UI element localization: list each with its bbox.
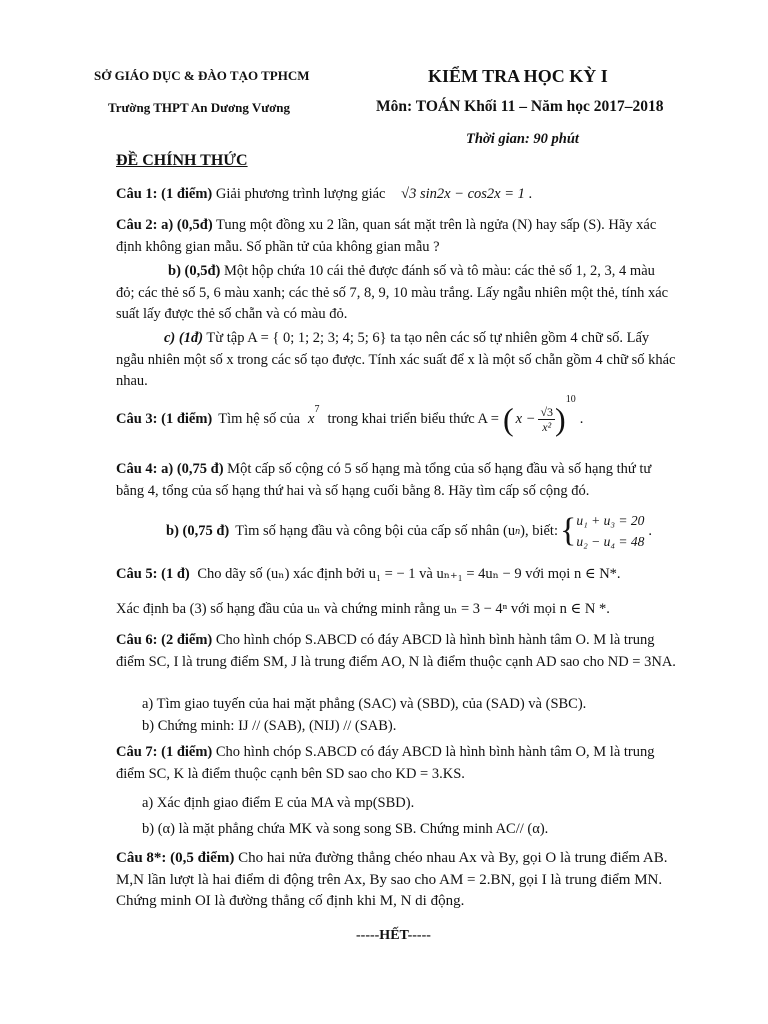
question-2a-text: Tung một đồng xu 2 lần, quan sát mặt trên là ngửa (N) hay sấp (S). Hãy xác định không gian mẫu. Số phần tử của không gian mẫu ? [116,217,657,255]
subscript-n: n [515,525,521,537]
question-1-end: . [528,186,533,202]
question-1-label: Câu 1: (1 điểm) [116,186,213,202]
equation-2: u₂ − u₄ = 48 [576,534,645,549]
department-name: SỞ GIÁO DỤC & ĐÀO TẠO TPHCM [94,68,310,83]
question-4b-text: Tìm số hạng đầu và công bội của cấp số nhân (u [235,522,516,539]
question-2c [116,328,676,393]
question-2c-label: c) (1đ) [164,330,204,346]
equation-system [576,510,644,552]
question-7-item-a: a) Xác định giao điểm E của MA và mp(SBD). [142,795,415,811]
question-4b-label: b) (0,75 đ) [166,522,230,539]
question-3 [116,394,584,437]
equation-1: u₁ + u₃ = 20 [576,513,645,528]
question-5-line1: Cho dãy số (uₙ) xác định bởi u₁ = − 1 và uₙ₊₁ = 4uₙ − 9 với mọi n ∈ N*. [197,566,621,582]
question-7-label: Câu 7: (1 điểm) [116,744,213,760]
question-5 [116,566,621,583]
question-7-list [142,790,548,842]
official-label: ĐỀ CHÍNH THỨC [116,152,248,169]
exam-time: Thời gian: 90 phút [466,131,579,147]
question-3-x-power: 7 [314,404,320,415]
question-4a-label: Câu 4: a) (0,75 đ) [116,461,224,477]
question-4b-text2: ) [520,522,525,539]
question-6-text: Cho hình chóp S.ABCD có đáy ABCD là hình bình hành tâm O. M là trung điểm SC, I là trung điểm SM, J là trung điểm AO, N là điểm thuộc cạnh AD sao cho ND = 3NA. [116,632,676,670]
question-3-expr-left: x − [515,410,536,427]
question-8-label: Câu 8*: (0,5 điểm) [116,850,235,866]
question-3-text-before: Tìm hệ số của [218,410,301,427]
system-brace: { [559,512,577,549]
question-6-item-b: b) Chứng minh: IJ // (SAB), (NIJ) // (SAB). [142,717,397,734]
question-7 [116,742,676,785]
question-4a [116,459,676,502]
question-1 [116,186,532,203]
question-5-line2: Xác định ba (3) số hạng đầu của uₙ và chứng minh rằng uₙ = 3 − 4ⁿ với mọi n ∈ N *. [116,601,610,617]
question-5-label: Câu 5: (1 đ) [116,566,190,582]
question-8 [116,848,676,913]
question-8-text: Cho hai nửa đường thẳng chéo nhau Ax và By, gọi O là trung điểm AB. M,N lần lượt là hai điểm di động trên Ax, By sao cho AM = 2.BN, gọi I là trung điểm MN. Chứng minh OI là đường thẳng cố định khi M, N di động. [116,850,668,909]
question-1-formula: √3 sin2x − cos2x = 1 [401,186,525,202]
end-marker: -----HẾT----- [356,928,431,943]
question-2a-label: Câu 2: a) (0,5đ) [116,217,213,233]
question-7-text: Cho hình chóp S.ABCD có đáy ABCD là hình bình hành tâm O, M là trung điểm SC, K là điểm thuộc cạnh bên SD sao cho KD = 3.KS. [116,744,655,782]
question-3-text-after: trong khai triển biểu thức A = [327,410,499,427]
question-6-item-a: a) Tìm giao tuyến của hai mặt phẳng (SAC) và (SBD), của (SAD) và (SBC). [142,696,587,712]
fraction-denominator: x² [542,419,552,434]
question-6-list [142,694,586,737]
question-2b-label: b) (0,5đ) [168,263,221,279]
question-4b-end: . [648,522,653,539]
exam-title: KIỂM TRA HỌC KỲ I [428,66,608,86]
question-4a-text: Một cấp số cộng có 5 số hạng mà tổng của số hạng đầu và số hạng thứ tư bằng 4, tổng của số hạng thứ hai và số hạng cuối bằng 8. Hãy tìm cấp số cộng đó. [116,461,652,499]
question-4b [166,510,652,552]
left-paren: ( [502,401,514,437]
school-name: Trường THPT An Dương Vương [108,100,291,115]
question-2b-text: Một hộp chứa 10 cái thẻ được đánh số và tô màu: các thẻ số 1, 2, 3, 4 màu đỏ; các thẻ số 5, 6 màu xanh; các thẻ số 7, 8, 9, 10 màu trắng. Lấy ngẫu nhiên một thẻ, tính xác suất lấy được thẻ số chẵn và có màu đỏ. [116,263,669,322]
question-3-label: Câu 3: (1 điểm) [116,410,213,427]
question-1-text: Giải phương trình lượng giác [215,186,386,202]
question-6-label: Câu 6: (2 điểm) [116,632,213,648]
question-2a [116,215,676,258]
fraction-numerator: √3 [540,404,554,419]
question-3-x-term: x [308,410,315,427]
question-3-outer-power: 10 [565,394,576,405]
right-paren: ) [555,401,566,437]
exam-subject: Môn: TOÁN Khối 11 – Năm học 2017–2018 [376,98,664,115]
question-4b-known: , biết: [524,522,558,539]
question-7-item-b: b) (α) là mặt phẳng chứa MK và song song SB. Chứng minh AC// (α). [142,821,549,837]
question-3-fraction [538,405,555,434]
question-2c-text: Từ tập A = { 0; 1; 2; 3; 4; 5; 6} ta tạo nên các số tự nhiên gồm 4 chữ số. Lấy ngẫu nhiên một số x trong các số tạo được. Tính xác suất để x là một số chẵn gồm 4 chữ số khác nhau. [116,330,676,389]
question-6 [116,630,676,673]
question-3-end: . [579,410,584,427]
question-2b [116,261,676,326]
